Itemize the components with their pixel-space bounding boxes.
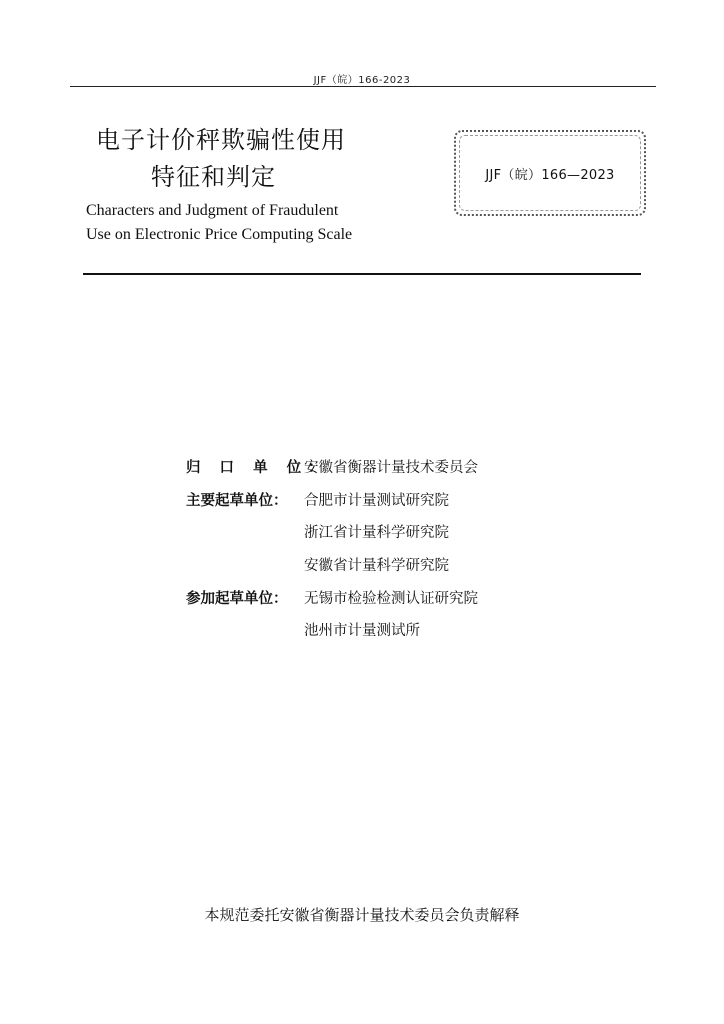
main-drafting-unit-value: 安徽省计量科学研究院 — [304, 557, 449, 574]
participating-unit-label: 参加起草单位： — [186, 590, 288, 607]
unit-row-participating-2 — [186, 613, 478, 646]
main-drafting-unit-label: 主要起草单位： — [186, 492, 288, 509]
specification-code: JJF（皖）166—2023 — [485, 167, 615, 183]
title-english-line-1: Characters and Judgment of Fraudulent — [86, 202, 339, 219]
main-drafting-unit-value: 合肥市计量测试研究院 — [304, 492, 449, 509]
participating-unit-value: 无锡市检验检测认证研究院 — [304, 590, 478, 607]
main-drafting-unit-value: 浙江省计量科学研究院 — [304, 525, 449, 542]
title-chinese-line-1: 电子计价秤欺骗性使用 — [96, 126, 346, 154]
title-divider — [83, 273, 641, 275]
participating-unit-value: 池州市计量测试所 — [304, 623, 420, 640]
unit-row-main-2 — [186, 515, 478, 548]
title-english-line-2: Use on Electronic Price Computing Scale — [86, 226, 353, 243]
specification-code-box — [454, 130, 646, 216]
unit-row-main-3 — [186, 548, 478, 581]
header-divider — [70, 86, 656, 87]
header-document-code: JJF（皖）166-2023 — [313, 75, 411, 86]
unit-row-participating-1 — [186, 581, 478, 614]
responsible-unit-value: 安徽省衡器计量技术委员会 — [304, 459, 478, 476]
responsible-unit-label: 归 口 单 位： — [186, 459, 330, 476]
drafting-units-section — [186, 450, 478, 646]
title-chinese-line-2: 特征和判定 — [151, 163, 276, 191]
interpretation-note: 本规范委托安徽省衡器计量技术委员会负责解释 — [204, 906, 520, 924]
unit-row-responsible — [186, 450, 478, 483]
unit-row-main-1 — [186, 483, 478, 516]
title-english — [86, 199, 352, 247]
